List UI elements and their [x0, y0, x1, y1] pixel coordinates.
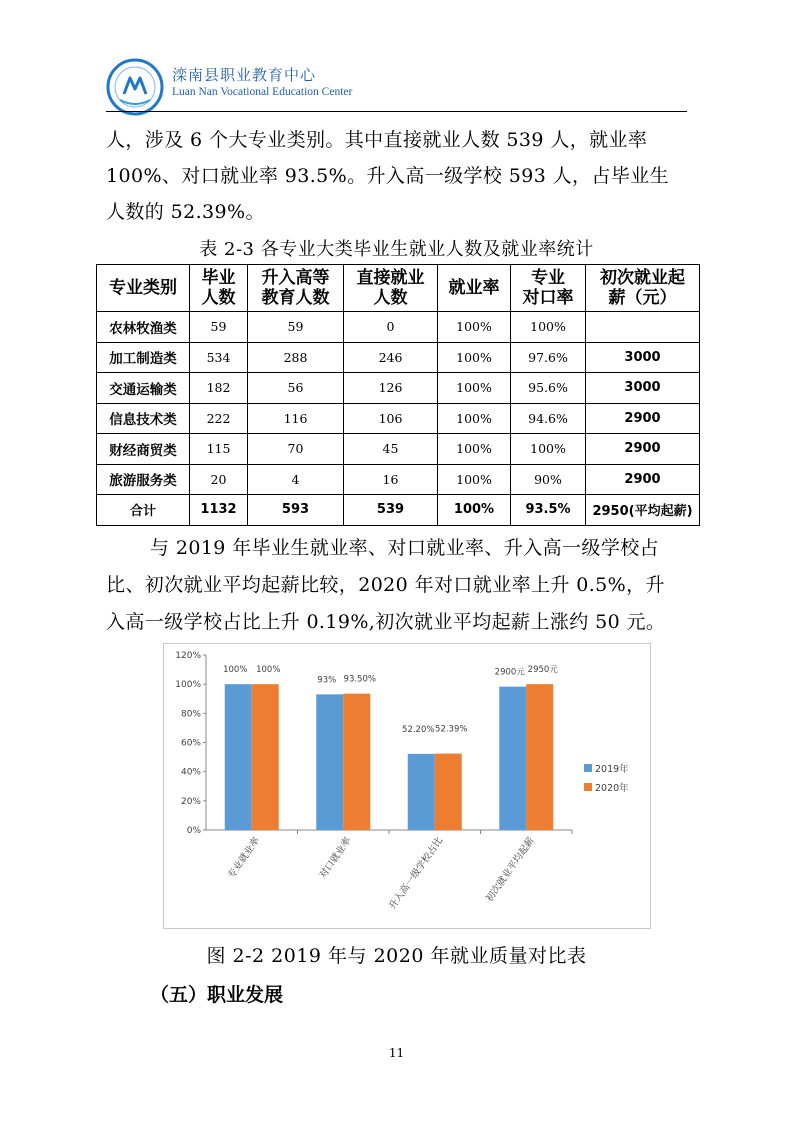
column-header: 初次就业起 薪（元） [586, 265, 700, 312]
table-cell: 539 [344, 495, 438, 526]
data-label: 52.20% [402, 724, 435, 735]
table-cell: 20 [190, 464, 248, 495]
table-cell: 100% [438, 342, 511, 373]
table-cell: 182 [190, 373, 248, 404]
table-row [97, 403, 700, 434]
table-cell: 合计 [97, 495, 190, 526]
table-cell: 16 [344, 464, 438, 495]
paragraph-line: 人数的 52.39%。 [106, 201, 265, 223]
header-divider [106, 111, 687, 112]
table-cell: 2950(平均起薪) [586, 495, 700, 526]
bar-2019 [316, 694, 343, 830]
legend-swatch [584, 783, 592, 791]
chart-canvas [164, 644, 650, 928]
table-cell: 财经商贸类 [97, 434, 190, 465]
bar-2019 [499, 687, 526, 830]
data-label: 93% [317, 675, 337, 686]
table-cell: 56 [248, 373, 344, 404]
y-tick-label: 100% [175, 680, 201, 691]
table-header-row [97, 265, 700, 312]
table-cell: 534 [190, 342, 248, 373]
table-cell: 288 [248, 342, 344, 373]
data-label: 93.50% [343, 674, 376, 685]
data-label: 2900元 [494, 667, 525, 678]
table-cell: 4 [248, 464, 344, 495]
section-heading: （五）职业发展 [150, 984, 284, 1006]
data-label: 100% [256, 665, 281, 676]
table-cell: 加工制造类 [97, 342, 190, 373]
table-cell: 70 [248, 434, 344, 465]
table-cell: 246 [344, 342, 438, 373]
table-cell: 3000 [586, 373, 700, 404]
table-cell: 90% [511, 464, 586, 495]
y-tick-label: 20% [180, 796, 201, 807]
table-cell: 3000 [586, 342, 700, 373]
table-cell: 2900 [586, 434, 700, 465]
page-number: 11 [388, 1046, 405, 1060]
table-cell: 115 [190, 434, 248, 465]
table-cell: 95.6% [511, 373, 586, 404]
table-cell: 100% [511, 434, 586, 465]
table-cell: 100% [438, 403, 511, 434]
bar-2019 [225, 684, 252, 830]
table-cell: 593 [248, 495, 344, 526]
category-label: 升入高一级学校占比 [387, 835, 446, 912]
y-tick-label: 80% [180, 709, 201, 720]
y-tick-label: 60% [180, 738, 201, 749]
table-row [97, 373, 700, 404]
category-label: 初次就业平均起薪 [484, 835, 537, 904]
school-logo [106, 58, 164, 116]
table-cell: 100% [438, 464, 511, 495]
data-label: 2950元 [527, 665, 558, 676]
column-header: 专业 对口率 [511, 265, 586, 312]
table-cell: 0 [344, 312, 438, 343]
table-row [97, 434, 700, 465]
table-cell: 100% [438, 373, 511, 404]
table-cell [586, 312, 700, 343]
data-label: 100% [223, 665, 248, 676]
table-cell: 97.6% [511, 342, 586, 373]
y-tick-label: 120% [175, 651, 201, 661]
table-cell: 93.5% [511, 495, 586, 526]
paragraph-line: 入高一级学校占比上升 0.19%,初次就业平均起薪上涨约 50 元。 [106, 611, 666, 633]
comparison-chart [163, 643, 651, 929]
bar-2020 [526, 684, 553, 830]
category-label: 对口就业率 [317, 835, 354, 881]
table-cell: 100% [438, 495, 511, 526]
table-cell: 100% [438, 312, 511, 343]
table-row [97, 464, 700, 495]
table-cell: 1132 [190, 495, 248, 526]
table-row [97, 342, 700, 373]
legend-label: 2019年 [595, 764, 629, 775]
bar-2020 [435, 754, 462, 830]
table-cell: 106 [344, 403, 438, 434]
table-body [97, 312, 700, 526]
bar-2019 [408, 754, 435, 830]
paragraph-line: 人，涉及 6 个大专业类别。其中直接就业人数 539 人，就业率 [106, 129, 648, 151]
column-header: 升入高等 教育人数 [248, 265, 344, 312]
org-name-cn: 滦南县职业教育中心 [172, 66, 317, 84]
data-label: 52.39% [435, 724, 468, 735]
table-caption: 表 2-3 各专业大类毕业生就业人数及就业率统计 [199, 239, 594, 260]
table-cell: 94.6% [511, 403, 586, 434]
table-cell: 农林牧渔类 [97, 312, 190, 343]
table-cell: 59 [248, 312, 344, 343]
bar-2020 [252, 684, 279, 830]
column-header: 直接就业 人数 [344, 265, 438, 312]
paragraph-line: 100%、对口就业率 93.5%。升入高一级学校 593 人，占毕业生 [106, 165, 670, 187]
y-tick-label: 40% [180, 767, 201, 778]
y-tick-label: 0% [186, 826, 201, 836]
paragraph-line: 与 2019 年毕业生就业率、对口就业率、升入高一级学校占 [150, 537, 660, 559]
table-cell: 45 [344, 434, 438, 465]
table-cell: 59 [190, 312, 248, 343]
table-cell: 116 [248, 403, 344, 434]
table-cell: 交通运输类 [97, 373, 190, 404]
figure-caption: 图 2-2 2019 年与 2020 年就业质量对比表 [206, 945, 587, 967]
table-cell: 126 [344, 373, 438, 404]
legend-swatch [584, 764, 592, 772]
legend-label: 2020年 [595, 783, 629, 794]
table-cell: 信息技术类 [97, 403, 190, 434]
table-cell: 100% [438, 434, 511, 465]
table-cell: 222 [190, 403, 248, 434]
table-row [97, 312, 700, 343]
bar-2020 [343, 694, 370, 830]
column-header: 毕业 人数 [190, 265, 248, 312]
table-cell: 100% [511, 312, 586, 343]
category-label: 专业就业率 [225, 835, 263, 881]
table-cell: 2900 [586, 464, 700, 495]
table-total-row [97, 495, 700, 526]
employment-stats-table [96, 264, 700, 526]
org-name-en: Luan Nan Vocational Education Center [172, 86, 353, 98]
table-cell: 2900 [586, 403, 700, 434]
table-cell: 旅游服务类 [97, 464, 190, 495]
paragraph-line: 比、初次就业平均起薪比较，2020 年对口就业率上升 0.5%，升 [106, 574, 665, 596]
column-header: 就业率 [438, 265, 511, 312]
column-header: 专业类别 [97, 265, 190, 312]
